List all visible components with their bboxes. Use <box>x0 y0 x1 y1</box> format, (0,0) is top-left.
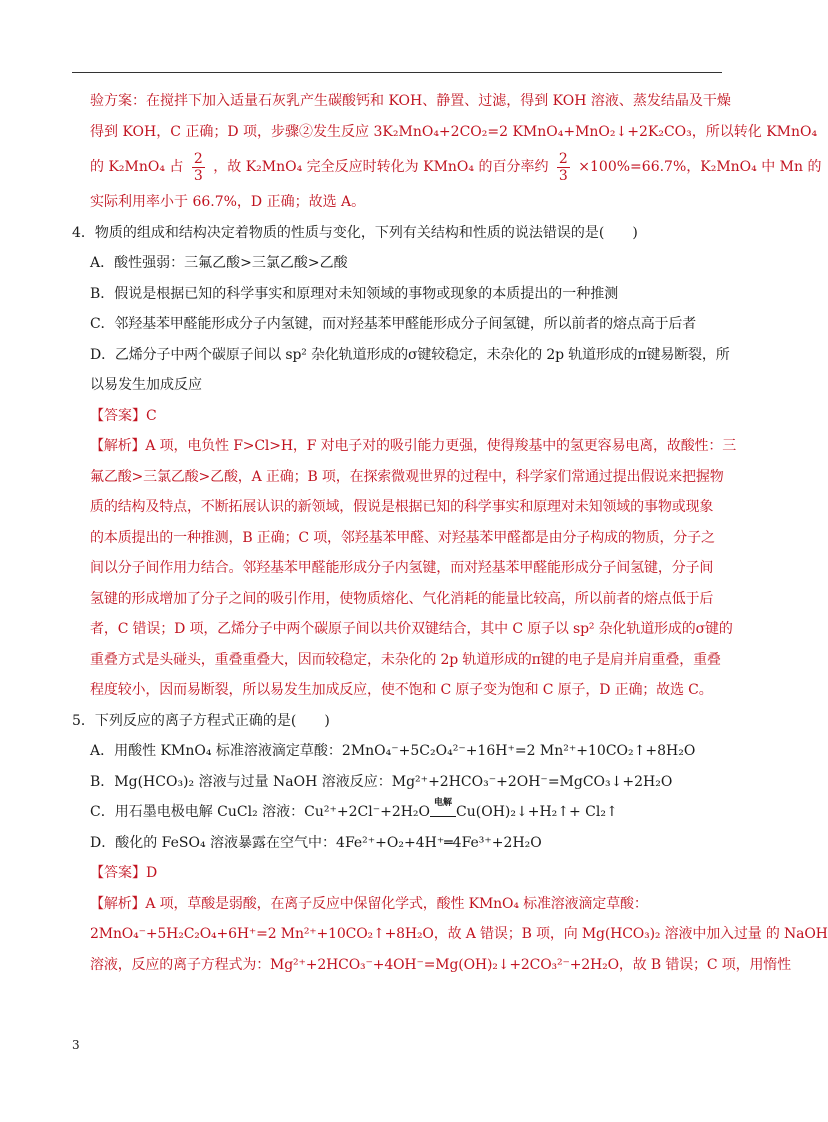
q5-analysis-line: 溶液，反应的离子方程式为：Mg²⁺+2HCO₃⁻+4OH⁻=Mg(OH)₂↓+2CO₃²⁻+2H₂O，故 B 错误；C 项，用惰性 <box>90 956 792 973</box>
fraction-two-thirds <box>192 151 205 184</box>
q4-analysis-line: 【解析】A 项，电负性 F>Cl>H，F 对电子对的吸引能力更强，使得羧基中的氢更容易电离，故酸性：三 <box>90 438 737 454</box>
electrolysis-label: 电解 <box>434 798 453 808</box>
page-number: 3 <box>72 1038 80 1052</box>
fraction-numerator: 2 <box>193 150 203 167</box>
q4-analysis-line: 程度较小，因而易断裂，所以易发生加成反应，使不饱和 C 原子变为饱和 C 原子，D 正确；故选 C。 <box>90 682 713 698</box>
prev-text-b: ，故 K₂MnO₄ 完全反应时转化为 KMnO₄ 的百分率约 <box>213 159 549 175</box>
q5-option-c <box>72 797 724 828</box>
q5-option-c-products: Cu(OH)₂↓+H₂↑+ Cl₂↑ <box>456 804 618 820</box>
q4-analysis-line: 间以分子间作用力结合。邻羟基苯甲醛能形成分子内氢键，而对羟基苯甲醛能形成分子间氢键，分子间 <box>90 560 714 576</box>
q4-option-b: B．假说是根据已知的科学事实和原理对未知领域的事物或现象的本质提出的一种推测 <box>90 285 619 302</box>
q5-option-a: A．用酸性 KMnO₄ 标准溶液滴定草酸：2MnO₄⁻+5C₂O₄²⁻+16H⁺=2 Mn²⁺+10CO₂↑+8H₂O <box>90 743 696 759</box>
q4-option-c: C．邻羟基苯甲醛能形成分子内氢键，而对羟基苯甲醛能形成分子间氢键，所以前者的熔点高于后者 <box>90 316 697 332</box>
q4-analysis-line: 质的结构及特点，不断拓展认识的新领域，假说是根据已知的科学事实和原理对未知领域的事物或现象 <box>90 499 714 515</box>
fraction-two-thirds-2 <box>557 151 570 184</box>
q4-analysis-line: 的本质提出的一种推测，B 正确；C 项，邻羟基苯甲醛、对羟基苯甲醛都是由分子构成的物质，分子之 <box>90 529 715 546</box>
prev-analysis-line-4: 实际利用率小于 66.7%，D 正确；故选 A。 <box>90 194 366 210</box>
fraction-denominator-2: 3 <box>558 167 568 184</box>
q4-analysis-line: 氟乙酸>三氯乙酸>乙酸，A 正确；B 项，在探索微观世界的过程中，科学家们常通过提出假说来把握物 <box>90 468 724 485</box>
prev-text-c: ×100%=66.7%，K₂MnO₄ 中 Mn 的 <box>578 159 822 175</box>
q5-option-b: B．Mg(HCO₃)₂ 溶液与过量 NaOH 溶液反应：Mg²⁺+2HCO₃⁻+2OH⁻=MgCO₃↓+2H₂O <box>90 773 673 790</box>
fraction-numerator-2: 2 <box>558 150 568 167</box>
q4-option-a: A．酸性强弱：三氟乙酸>三氯乙酸>乙酸 <box>90 255 348 271</box>
q4-option-d-line-1: D．乙烯分子中两个碳原子间以 sp² 杂化轨道形成的σ键较稳定，未杂化的 2p 轨道形成的π键易断裂，所 <box>90 346 730 363</box>
prev-analysis-line-2: 得到 KOH，C 正确；D 项，步骤②发生反应 3K₂MnO₄+2CO₂=2 KMnO₄+MnO₂↓+2K₂CO₃，所以转化 KMnO₄ <box>90 123 818 140</box>
q5-stem: 5．下列反应的离子方程式正确的是( ) <box>72 712 330 729</box>
prev-text-a: 的 K₂MnO₄ 占 <box>90 159 184 175</box>
q4-answer: 【答案】C <box>90 407 157 424</box>
q5-answer: 【答案】D <box>90 865 158 881</box>
electrolysis-arrow <box>430 798 456 819</box>
header-rule <box>72 72 722 73</box>
q4-analysis-line: 重叠方式是头碰头，重叠重叠大，因而较稳定，未杂化的 2p 轨道形成的π键的电子是肩并肩重叠，重叠 <box>90 651 721 668</box>
fraction-denominator: 3 <box>193 167 203 184</box>
page-content <box>72 86 828 980</box>
q5-analysis-line: 2MnO₄⁻+5H₂C₂O₄+6H⁺=2 Mn²⁺+10CO₂↑+8H₂O，故 A 错误；B 项，向 Mg(HCO₃)₂ 溶液中加入过量 的 NaOH <box>90 926 828 942</box>
q5-option-c-reactants: C．用石墨电极电解 CuCl₂ 溶液：Cu²⁺+2Cl⁻+2H₂O <box>90 804 431 820</box>
q4-analysis-line: 者，C 错误；D 项，乙烯分子中两个碳原子间以共价双键结合，其中 C 原子以 sp² 杂化轨道形成的σ键的 <box>90 621 733 637</box>
q4-stem: 4．物质的组成和结构决定着物质的性质与变化，下列有关结构和性质的说法错误的是( ) <box>72 224 638 241</box>
prev-analysis-line-3 <box>72 147 822 187</box>
q4-analysis-line: 氢键的形成增加了分子之间的吸引作用，使物质熔化、气化消耗的能量比较高，所以前者的熔点低于后 <box>90 590 714 607</box>
q5-option-d: D．酸化的 FeSO₄ 溶液暴露在空气中：4Fe²⁺+O₂+4H⁺═4Fe³⁺+2H₂O <box>90 834 542 851</box>
q4-option-d-line-2: 以易发生加成反应 <box>90 377 202 393</box>
prev-analysis-line-1: 验方案：在搅拌下加入适量石灰乳产生碳酸钙和 KOH、静置、过滤，得到 KOH 溶液、蒸发结晶及干燥 <box>90 93 731 109</box>
q5-analysis-line: 【解析】A 项，草酸是弱酸，在离子反应中保留化学式，酸性 KMnO₄ 标准溶液滴定草酸： <box>90 895 648 912</box>
